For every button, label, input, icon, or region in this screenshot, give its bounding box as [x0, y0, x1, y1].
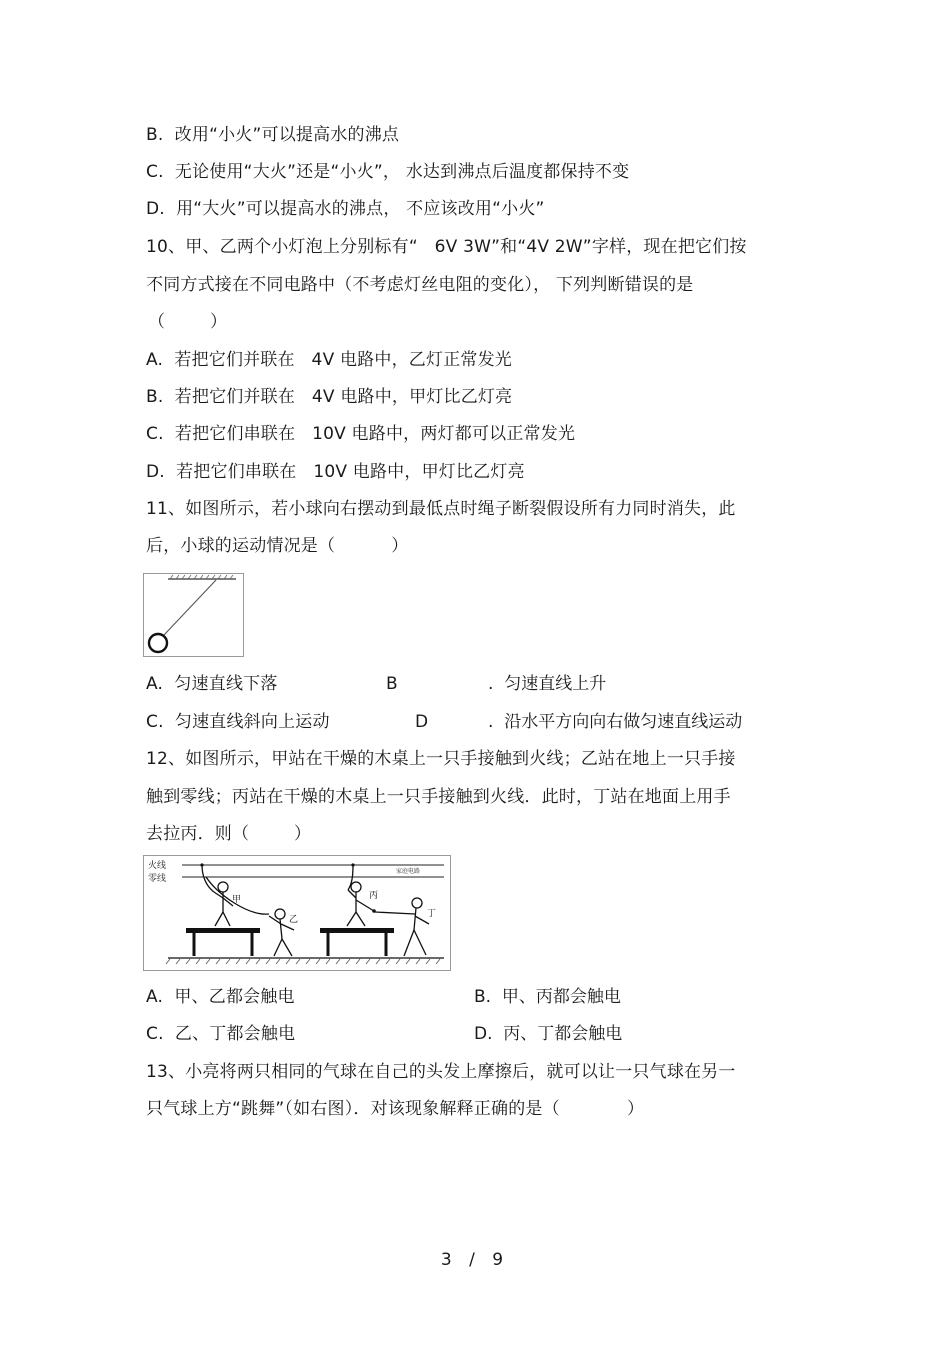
q9-option-d: D. 用“大火”可以提高水的沸点， 不应该改用“小火” [146, 199, 545, 219]
q11-option-b-letter: B [386, 674, 398, 694]
q9-option-b: B. 改用“小火”可以提高水的沸点 [146, 125, 400, 145]
q10-stem-line-1: 10、甲、乙两个小灯泡上分别标有“ 6V 3W”和“4V 2W”字样，现在把它们按 [146, 237, 747, 257]
q10-stem-line-2: 不同方式接在不同电路中（不考虑灯丝电阻的变化）， 下列判断错误的是 [146, 275, 694, 295]
q10-answer-bracket: （ ） [148, 312, 228, 332]
page-number: 3 / 9 [440, 1250, 510, 1270]
q10-option-a: A. 若把它们并联在 4V 电路中，乙灯正常发光 [146, 350, 513, 370]
circuit-label: 家庭电路 [396, 868, 421, 875]
bing-label: 丙 [369, 891, 379, 901]
jia-label: 甲 [232, 895, 242, 905]
rope [164, 580, 216, 635]
q12-option-d: D. 丙、丁都会触电 [474, 1024, 623, 1044]
electric-shock-figure [143, 855, 451, 971]
q13-stem-line-1: 13、小亮将两只相同的气球在自己的头发上摩擦后，就可以让一只气球在另一 [146, 1062, 736, 1082]
q11-stem-line-2: 后，小球的运动情况是（ ） [146, 536, 409, 556]
q9-option-c: C. 无论使用“大火”还是“小火”， 水达到沸点后温度都保持不变 [146, 162, 630, 182]
person-jia [202, 865, 233, 926]
live-wire-label: 火线 [148, 861, 167, 871]
q10-option-b: B. 若把它们并联在 4V 电路中，甲灯比乙灯亮 [146, 387, 513, 407]
person-ding [375, 898, 429, 956]
q12-option-a: A. 甲、乙都会触电 [146, 987, 295, 1007]
q11-option-d-text: . 沿水平方向向右做匀速直线运动 [488, 712, 743, 732]
q12-option-c: C. 乙、丁都会触电 [146, 1024, 296, 1044]
q11-option-a: A. 匀速直线下落 [146, 674, 278, 694]
shock-diagram [144, 856, 450, 970]
q11-option-d-letter: D [415, 712, 429, 732]
q12-stem-line-1: 12、如图所示，甲站在干燥的木桌上一只手接触到火线；乙站在地上一只手接 [146, 749, 736, 769]
yi-label: 乙 [289, 915, 299, 925]
table-2 [320, 928, 394, 956]
q10-option-c: C. 若把它们串联在 10V 电路中，两灯都可以正常发光 [146, 424, 576, 444]
pendulum-figure [143, 573, 244, 657]
ball [149, 634, 167, 652]
pendulum-diagram [144, 574, 243, 656]
q11-option-b-text: . 匀速直线上升 [488, 674, 607, 694]
ding-label: 丁 [427, 909, 437, 919]
person-yi [206, 877, 294, 956]
q13-stem-line-2: 只气球上方“跳舞”（如右图）．对该现象解释正确的是（ ） [146, 1099, 645, 1119]
q10-option-d: D. 若把它们串联在 10V 电路中，甲灯比乙灯亮 [146, 462, 525, 482]
q12-stem-line-2: 触到零线；丙站在干燥的木桌上一只手接触到火线．此时，丁站在地面上用手 [146, 787, 731, 807]
table-1 [186, 928, 260, 956]
neutral-wire-label: 零线 [148, 874, 167, 884]
q12-stem-line-3: 去拉丙．则（ ） [146, 824, 312, 844]
q11-option-c: C. 匀速直线斜向上运动 [146, 712, 330, 732]
q12-option-b: B. 甲、丙都会触电 [474, 987, 621, 1007]
q11-stem-line-1: 11、如图所示，若小球向右摆动到最低点时绳子断裂假设所有力同时消失，此 [146, 499, 736, 519]
ground-hatch [166, 959, 440, 964]
